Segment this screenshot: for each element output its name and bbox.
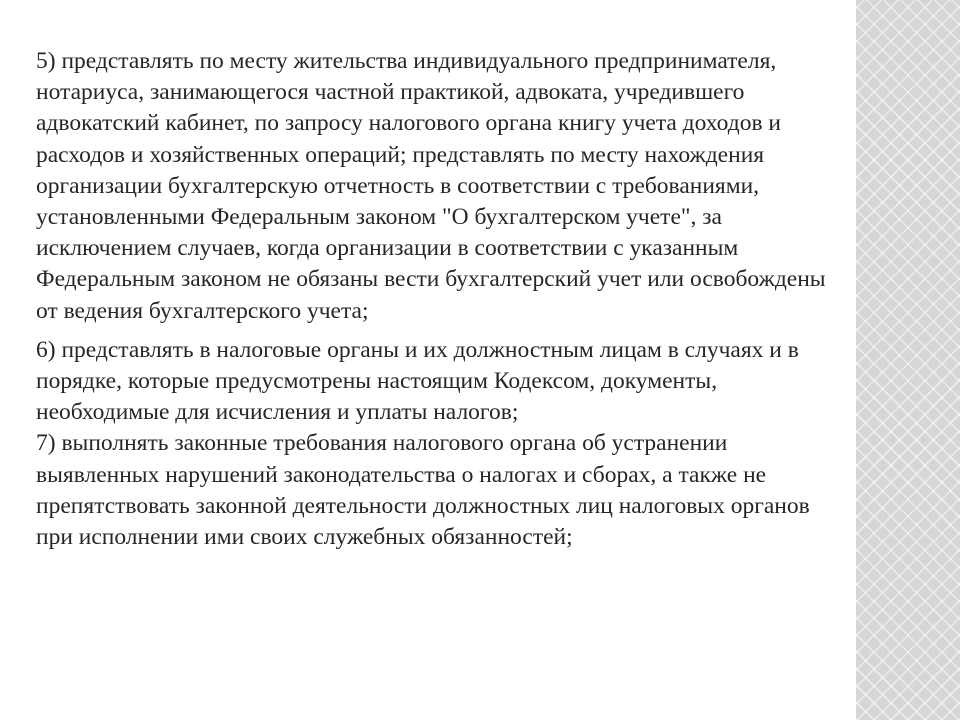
- paragraph-item-6: 6) представлять в налоговые органы и их должностным лицам в случаях и в порядке, которые предусмотрены настоящим Кодексом, документы, необходимые для исчисления и уплаты налогов;: [36, 336, 799, 426]
- paragraph-item-5: 5) представлять по месту жительства индивидуального предпринимателя, нотариуса, занимающегося частной практикой, адвоката, учредившего адвокатский кабинет, по запросу налогового органа книгу учета доходов и расходов и хозяйственных операций; представлять по месту нахождения организации бухгалтерскую отчетность в соответствии с требованиями, установленными Федеральным законом "О бухгалтерском учете", за исключением случаев, когда организации в соответствии с указанным Федеральным законом не обязаны вести бухгалтерский учет или освобождены от ведения бухгалтерского учета;: [36, 48, 826, 324]
- paragraph-item-7: 7) выполнять законные требования налогового органа об устранении выявленных нарушений законодательства о налогах и сборах, а также не препятствовать законной деятельности должностных лиц налоговых органов при исполнении ими своих служебных обязанностей;: [36, 430, 810, 551]
- decorative-side-panel: [856, 0, 960, 720]
- slide-body-text: [36, 46, 836, 553]
